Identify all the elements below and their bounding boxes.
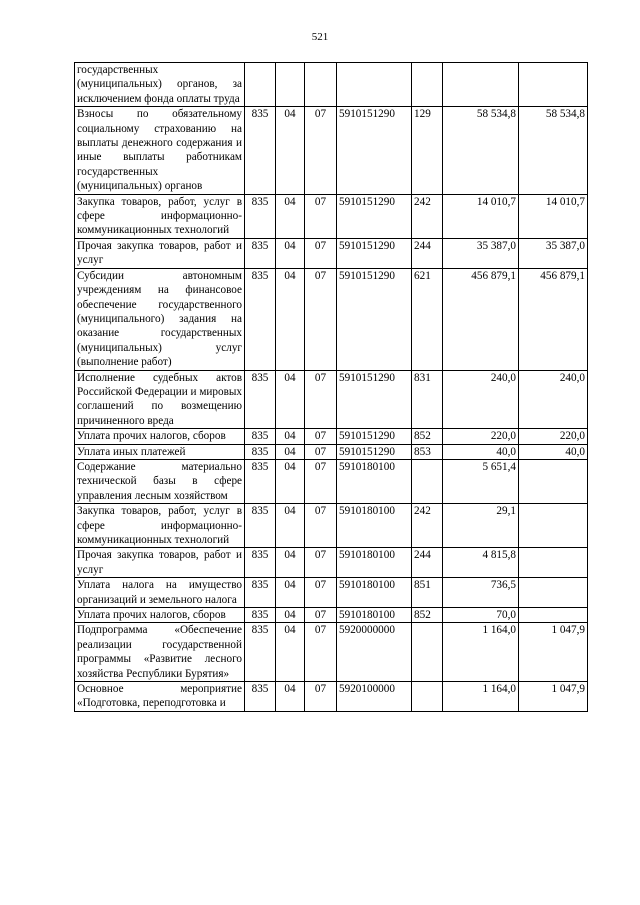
target-article-code-cell: 5910151290 — [337, 370, 412, 429]
amount-total-cell: 240,0 — [443, 370, 519, 429]
ministry-code-cell: 835 — [245, 444, 276, 459]
subsection-code-cell: 07 — [305, 623, 337, 682]
ministry-code-cell — [245, 63, 276, 107]
amount-total-cell: 1 164,0 — [443, 682, 519, 712]
subsection-code-cell — [305, 63, 337, 107]
amount-total-cell: 40,0 — [443, 444, 519, 459]
section-code-cell: 04 — [276, 623, 305, 682]
subsection-code-cell: 07 — [305, 578, 337, 608]
budget-table — [74, 62, 588, 712]
subsection-code-cell: 07 — [305, 444, 337, 459]
item-name-cell: Уплата налога на имущество организаций и земельного налога — [75, 578, 245, 608]
table-row — [75, 268, 588, 370]
subsection-code-cell: 07 — [305, 608, 337, 623]
amount-total-cell: 70,0 — [443, 608, 519, 623]
ministry-code-cell: 835 — [245, 238, 276, 268]
expense-type-code-cell — [412, 63, 443, 107]
section-code-cell: 04 — [276, 682, 305, 712]
item-name-cell: Взносы по обязательному социальному страхованию на выплаты денежного содержания и иные выплаты работникам государственных (муниципальных) органов — [75, 107, 245, 194]
expense-type-code-cell — [412, 623, 443, 682]
table-row — [75, 194, 588, 238]
amount-total-cell: 456 879,1 — [443, 268, 519, 370]
item-name-cell: Закупка товаров, работ, услуг в сфере информационно-коммуникационных технологий — [75, 504, 245, 548]
target-article-code-cell: 5910180100 — [337, 578, 412, 608]
table-row — [75, 63, 588, 107]
amount-subvention-cell: 220,0 — [519, 429, 588, 444]
target-article-code-cell — [337, 63, 412, 107]
item-name-cell: Субсидии автономным учреждениям на финансовое обеспечение государственного (муниципального) задания на оказание государственных (муниципальных) услуг (выполнение работ) — [75, 268, 245, 370]
item-name-cell: Уплата иных платежей — [75, 444, 245, 459]
expense-type-code-cell: 244 — [412, 238, 443, 268]
subsection-code-cell: 07 — [305, 548, 337, 578]
expense-type-code-cell: 831 — [412, 370, 443, 429]
item-name-cell: Уплата прочих налогов, сборов — [75, 429, 245, 444]
amount-subvention-cell: 58 534,8 — [519, 107, 588, 194]
amount-total-cell: 35 387,0 — [443, 238, 519, 268]
amount-subvention-cell: 35 387,0 — [519, 238, 588, 268]
target-article-code-cell: 5910151290 — [337, 238, 412, 268]
item-name-cell: Прочая закупка товаров, работ и услуг — [75, 548, 245, 578]
ministry-code-cell: 835 — [245, 107, 276, 194]
table-row — [75, 504, 588, 548]
section-code-cell: 04 — [276, 238, 305, 268]
amount-total-cell: 736,5 — [443, 578, 519, 608]
ministry-code-cell: 835 — [245, 504, 276, 548]
subsection-code-cell: 07 — [305, 682, 337, 712]
item-name-cell: Подпрограмма «Обеспечение реализации государственной программы «Развитие лесного хозяйства Республики Бурятия» — [75, 623, 245, 682]
amount-subvention-cell: 240,0 — [519, 370, 588, 429]
ministry-code-cell: 835 — [245, 682, 276, 712]
section-code-cell: 04 — [276, 504, 305, 548]
amount-subvention-cell: 40,0 — [519, 444, 588, 459]
amount-subvention-cell — [519, 63, 588, 107]
expense-type-code-cell: 129 — [412, 107, 443, 194]
expense-type-code-cell — [412, 459, 443, 503]
section-code-cell: 04 — [276, 194, 305, 238]
ministry-code-cell: 835 — [245, 459, 276, 503]
expense-type-code-cell: 242 — [412, 194, 443, 238]
subsection-code-cell: 07 — [305, 268, 337, 370]
table-row — [75, 238, 588, 268]
subsection-code-cell: 07 — [305, 429, 337, 444]
amount-total-cell: 4 815,8 — [443, 548, 519, 578]
amount-subvention-cell — [519, 504, 588, 548]
expense-type-code-cell: 852 — [412, 429, 443, 444]
section-code-cell: 04 — [276, 459, 305, 503]
target-article-code-cell: 5910180100 — [337, 459, 412, 503]
item-name-cell: Основное мероприятие «Подготовка, переподготовка и — [75, 682, 245, 712]
subsection-code-cell: 07 — [305, 194, 337, 238]
amount-total-cell: 5 651,4 — [443, 459, 519, 503]
subsection-code-cell: 07 — [305, 504, 337, 548]
amount-total-cell: 14 010,7 — [443, 194, 519, 238]
amount-total-cell: 58 534,8 — [443, 107, 519, 194]
section-code-cell: 04 — [276, 608, 305, 623]
table-row — [75, 459, 588, 503]
section-code-cell: 04 — [276, 578, 305, 608]
section-code-cell: 04 — [276, 107, 305, 194]
ministry-code-cell: 835 — [245, 268, 276, 370]
ministry-code-cell: 835 — [245, 429, 276, 444]
table-row — [75, 682, 588, 712]
target-article-code-cell: 5910151290 — [337, 107, 412, 194]
expense-type-code-cell — [412, 682, 443, 712]
amount-total-cell: 29,1 — [443, 504, 519, 548]
amount-subvention-cell — [519, 608, 588, 623]
expense-type-code-cell: 242 — [412, 504, 443, 548]
amount-total-cell: 1 164,0 — [443, 623, 519, 682]
subsection-code-cell: 07 — [305, 459, 337, 503]
item-name-cell: Прочая закупка товаров, работ и услуг — [75, 238, 245, 268]
item-name-cell: Исполнение судебных актов Российской Федерации и мировых соглашений по возмещению причиненного вреда — [75, 370, 245, 429]
table-row — [75, 608, 588, 623]
expense-type-code-cell: 851 — [412, 578, 443, 608]
expense-type-code-cell: 244 — [412, 548, 443, 578]
table-row — [75, 548, 588, 578]
subsection-code-cell: 07 — [305, 107, 337, 194]
ministry-code-cell: 835 — [245, 608, 276, 623]
ministry-code-cell: 835 — [245, 623, 276, 682]
ministry-code-cell: 835 — [245, 548, 276, 578]
amount-subvention-cell: 456 879,1 — [519, 268, 588, 370]
subsection-code-cell: 07 — [305, 238, 337, 268]
table-row — [75, 578, 588, 608]
target-article-code-cell: 5910180100 — [337, 548, 412, 578]
section-code-cell — [276, 63, 305, 107]
item-name-cell: Уплата прочих налогов, сборов — [75, 608, 245, 623]
section-code-cell: 04 — [276, 429, 305, 444]
subsection-code-cell: 07 — [305, 370, 337, 429]
amount-subvention-cell: 1 047,9 — [519, 623, 588, 682]
target-article-code-cell: 5910151290 — [337, 268, 412, 370]
table-row — [75, 623, 588, 682]
amount-total-cell: 220,0 — [443, 429, 519, 444]
amount-total-cell — [443, 63, 519, 107]
amount-subvention-cell — [519, 548, 588, 578]
item-name-cell: Содержание материально технической базы в сфере управления лесным хозяйством — [75, 459, 245, 503]
target-article-code-cell: 5910151290 — [337, 194, 412, 238]
table-row — [75, 429, 588, 444]
target-article-code-cell: 5910151290 — [337, 429, 412, 444]
amount-subvention-cell: 1 047,9 — [519, 682, 588, 712]
expense-type-code-cell: 852 — [412, 608, 443, 623]
ministry-code-cell: 835 — [245, 194, 276, 238]
page-number: 521 — [311, 31, 329, 43]
target-article-code-cell: 5920000000 — [337, 623, 412, 682]
target-article-code-cell: 5920100000 — [337, 682, 412, 712]
section-code-cell: 04 — [276, 268, 305, 370]
expense-type-code-cell: 621 — [412, 268, 443, 370]
target-article-code-cell: 5910180100 — [337, 504, 412, 548]
table-row — [75, 107, 588, 194]
section-code-cell: 04 — [276, 548, 305, 578]
expense-type-code-cell: 853 — [412, 444, 443, 459]
budget-table-body — [75, 63, 588, 712]
item-name-cell: государственных (муниципальных) органов, за исключением фонда оплаты труда — [75, 63, 245, 107]
section-code-cell: 04 — [276, 370, 305, 429]
target-article-code-cell: 5910180100 — [337, 608, 412, 623]
ministry-code-cell: 835 — [245, 578, 276, 608]
target-article-code-cell: 5910151290 — [337, 444, 412, 459]
ministry-code-cell: 835 — [245, 370, 276, 429]
item-name-cell: Закупка товаров, работ, услуг в сфере информационно-коммуникационных технологий — [75, 194, 245, 238]
table-row — [75, 444, 588, 459]
section-code-cell: 04 — [276, 444, 305, 459]
amount-subvention-cell — [519, 578, 588, 608]
table-row — [75, 370, 588, 429]
amount-subvention-cell — [519, 459, 588, 503]
amount-subvention-cell: 14 010,7 — [519, 194, 588, 238]
